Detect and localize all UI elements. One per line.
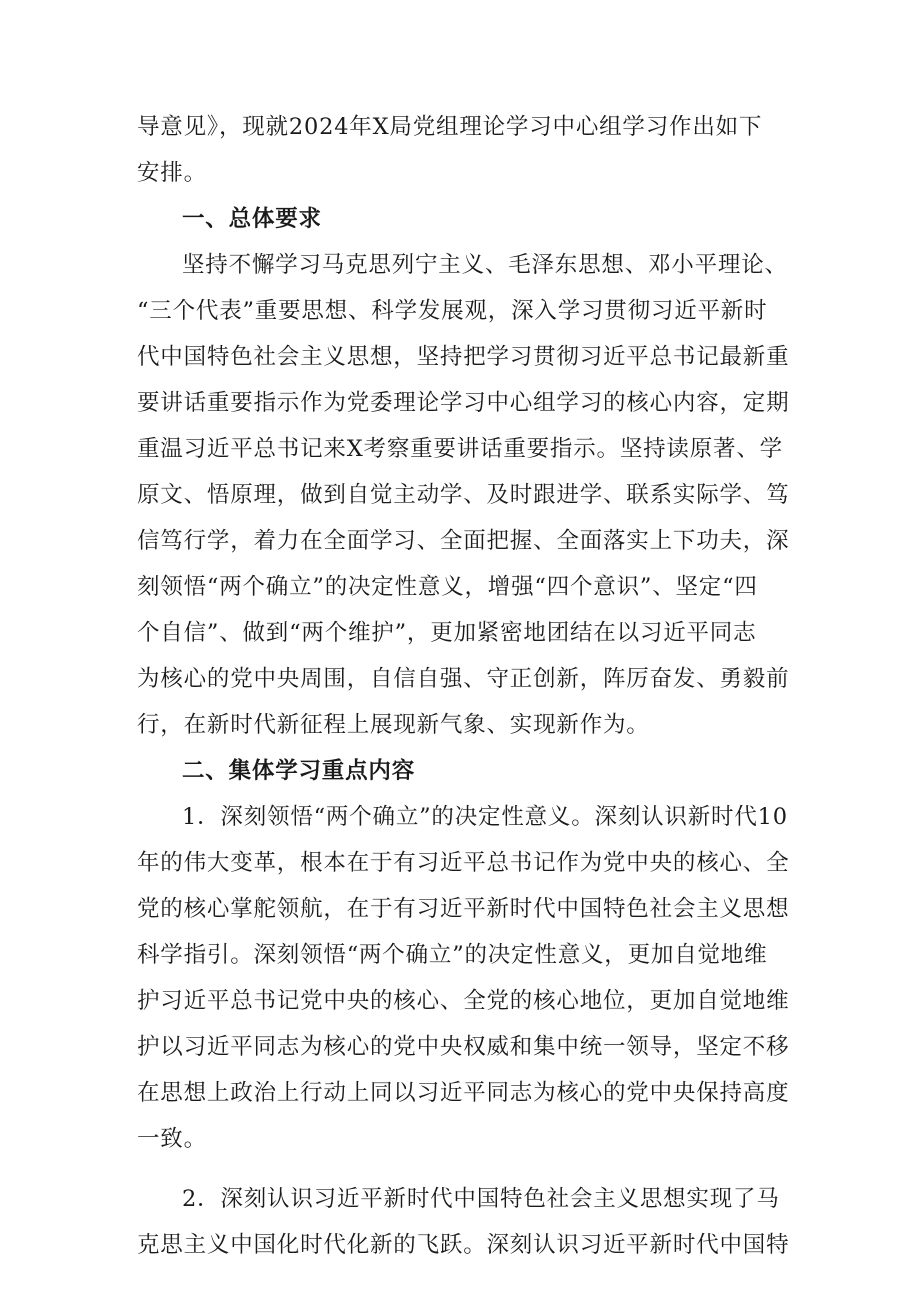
list-item-line: 年的伟大变革，根本在于有习近平总书记作为党中央的核心、全 <box>137 850 790 876</box>
paragraph-line: 为核心的党中央周围，自信自强、守正创新，阵厉奋发、勇毅前 <box>137 666 790 692</box>
paragraph-line: 重温习近平总书记来X考察重要讲话重要指示。坚持读原著、学 <box>137 436 783 462</box>
list-item-line: 护以习近平同志为核心的党中央权威和集中统一领导，坚定不移 <box>137 1034 790 1060</box>
paragraph-line: 坚持不懈学习马克思列宁主义、毛泽东思想、邓小平理论、 <box>182 252 788 278</box>
list-item-line: 1．深刻领悟“两个确立”的决定性意义。深刻认识新时代10 <box>182 804 788 830</box>
section-heading-key-study-content: 二、集体学习重点内容 <box>182 758 416 784</box>
section-heading-general-requirements: 一、总体要求 <box>182 206 322 232</box>
paragraph-line: 信笃行学，着力在全面学习、全面把握、全面落实上下功夫，深 <box>137 528 790 554</box>
paragraph-line: 代中国特色社会主义思想，坚持把学习贯彻习近平总书记最新重 <box>137 344 790 370</box>
document-body <box>137 104 793 1268</box>
list-item-line: 克思主义中国化时代化新的飞跃。深刻认识习近平新时代中国特 <box>137 1232 790 1258</box>
paragraph-line: 行，在新时代新征程上展现新气象、实现新作为。 <box>137 712 650 738</box>
list-item-line: 一致。 <box>137 1126 207 1152</box>
paragraph-gap <box>137 1162 793 1176</box>
paragraph-line: 要讲话重要指示作为党委理论学习中心组学习的核心内容，定期 <box>137 390 790 416</box>
intro-line: 安排。 <box>137 160 207 186</box>
intro-line: 导意见》，现就2024年X局党组理论学习中心组学习作出如下 <box>137 114 763 140</box>
list-item-line: 党的核心掌舵领航，在于有习近平新时代中国特色社会主义思想 <box>137 896 790 922</box>
paragraph-line: 刻领悟“两个确立”的决定性意义，增强“四个意识”、坚定“四 <box>137 574 758 600</box>
list-item-line: 2．深刻认识习近平新时代中国特色社会主义思想实现了马 <box>182 1186 780 1212</box>
list-item-line: 在思想上政治上行动上同以习近平同志为核心的党中央保持高度 <box>137 1080 790 1106</box>
paragraph-line: “三个代表”重要思想、科学发展观，深入学习贯彻习近平新时 <box>137 298 768 324</box>
paragraph-line: 原文、悟原理，做到自觉主动学、及时跟进学、联系实际学、笃 <box>137 482 790 508</box>
list-item-line: 科学指引。深刻领悟“两个确立”的决定性意义，更加自觉地维 <box>137 942 768 968</box>
list-item-line: 护习近平总书记党中央的核心、全党的核心地位，更加自觉地维 <box>137 988 790 1014</box>
paragraph-line: 个自信”、做到“两个维护”，更加紧密地团结在以习近平同志 <box>137 620 757 646</box>
